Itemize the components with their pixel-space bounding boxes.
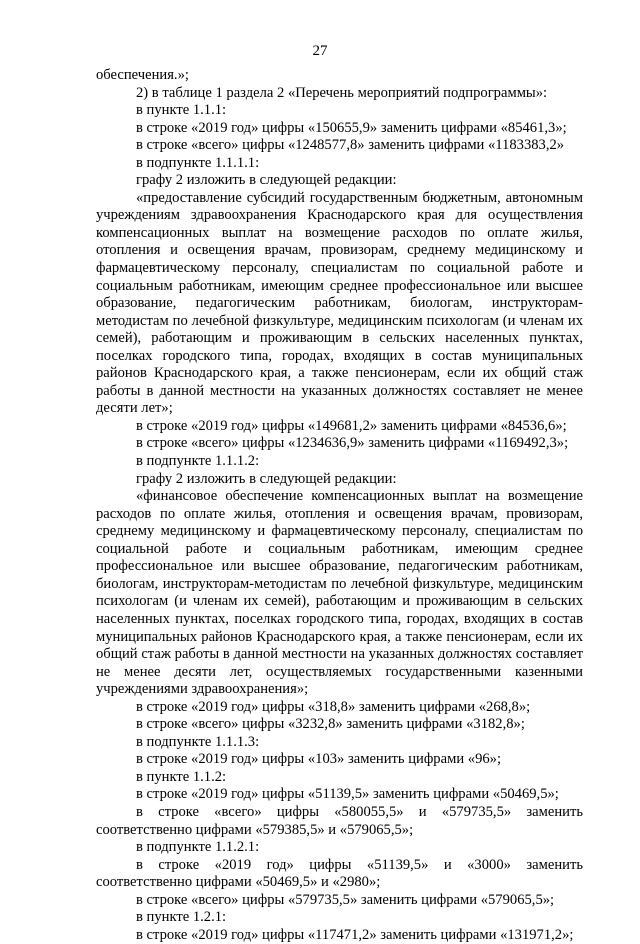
paragraph: «финансовое обеспечение компенсационных выплат на возмещение расходов по оплате жилья, отопления и освещения врачам, провизорам, среднему медицинскому и фармацевтическому персоналу, специалистам по социальной работе и социальным работникам, имеющим среднее профессиональное или высшее образование, педагогическим работникам, биологам, инструкторам-методистам по лечебной физкультуре, медицинским психологам (и членам их семей), работающим и проживающим в сельских населенных пунктах, поселках городского типа, городах, входящих в состав муниципальных районов Краснодарского края, а также пенсионерам, если их общий стаж работы в данной местности на указанных должностях составляет не менее десяти лет, осуществляемых государственными казенными учреждениями здравоохранения»; (96, 488, 583, 698)
paragraph: «предоставление субсидий государственным бюджетным, автономным учреждениям здравоохранения Краснодарского края для осуществления компенсационных выплат на возмещение расходов по оплате жилья, отопления и освещения врачам, провизорам, среднему медицинскому и фармацевтическому персоналу, специалистам по социальной работе и социальным работникам, имеющим среднее профессиональное или высшее образование, педагогическим работникам, биологам, инструкторам-методистам по лечебной физкультуре, медицинским психологам (и членам их семей), работающим и проживающим в сельских населенных пунктах, поселках городского типа, городах, входящих в состав муниципальных районов Краснодарского края, а также пенсионерам, если их общий стаж работы в данной местности на указанных должностях составляет не менее десяти лет»; (96, 189, 583, 417)
paragraph: в строке «2019 год» цифры «103» заменить цифрами «96»; (136, 751, 502, 768)
page-number: 27 (312, 43, 328, 59)
paragraph: 2) в таблице 1 раздела 2 «Перечень мероприятий подпрограммы»: (136, 84, 548, 101)
paragraph: в строке «2019 год» цифры «150655,9» заменить цифрами «85461,3»; (136, 119, 567, 136)
paragraph: в пункте 1.1.1: (136, 102, 227, 119)
paragraph: в строке «всего» цифры «1248577,8» заменить цифрами «1183383,2» (136, 137, 565, 154)
paragraph: графу 2 изложить в следующей редакции: (136, 172, 397, 189)
paragraph: в строке «2019 год» цифры «149681,2» заменить цифрами «84536,6»; (136, 417, 567, 434)
paragraph: в подпункте 1.1.1.3: (136, 733, 260, 750)
paragraph: в строке «всего» цифры «3232,8» заменить цифрами «3182,8»; (136, 716, 525, 733)
paragraph: в подпункте 1.1.1.1: (136, 154, 260, 171)
paragraph: в подпункте 1.1.1.2: (136, 453, 260, 470)
document-body (96, 67, 583, 944)
paragraph: графу 2 изложить в следующей редакции: (136, 470, 397, 487)
paragraph: в строке «2019 год» цифры «51139,5» заменить цифрами «50469,5»; (136, 786, 559, 803)
paragraph: в строке «всего» цифры «579735,5» заменить цифрами «579065,5»; (136, 891, 555, 908)
paragraph: в пункте 1.1.2: (136, 768, 227, 785)
paragraph: в строке «2019 год» цифры «318,8» заменить цифрами «268,8»; (136, 698, 531, 715)
paragraph: в подпункте 1.1.2.1: (136, 839, 260, 856)
paragraph: в строке «2019 год» цифры «51139,5» и «3000» заменить соответственно цифрами «50469,5» и «2980»; (96, 856, 583, 891)
paragraph: в строке «2019 год» цифры «117471,2» заменить цифрами «131971,2»; (136, 926, 574, 943)
paragraph: обеспечения.»; (96, 67, 189, 83)
paragraph: в пункте 1.2.1: (136, 909, 227, 926)
paragraph: в строке «всего» цифры «580055,5» и «579735,5» заменить соответственно цифрами «579385,5» и «579065,5»; (96, 803, 583, 838)
paragraph: в строке «всего» цифры «1234636,9» заменить цифрами «1169492,3»; (136, 435, 569, 452)
